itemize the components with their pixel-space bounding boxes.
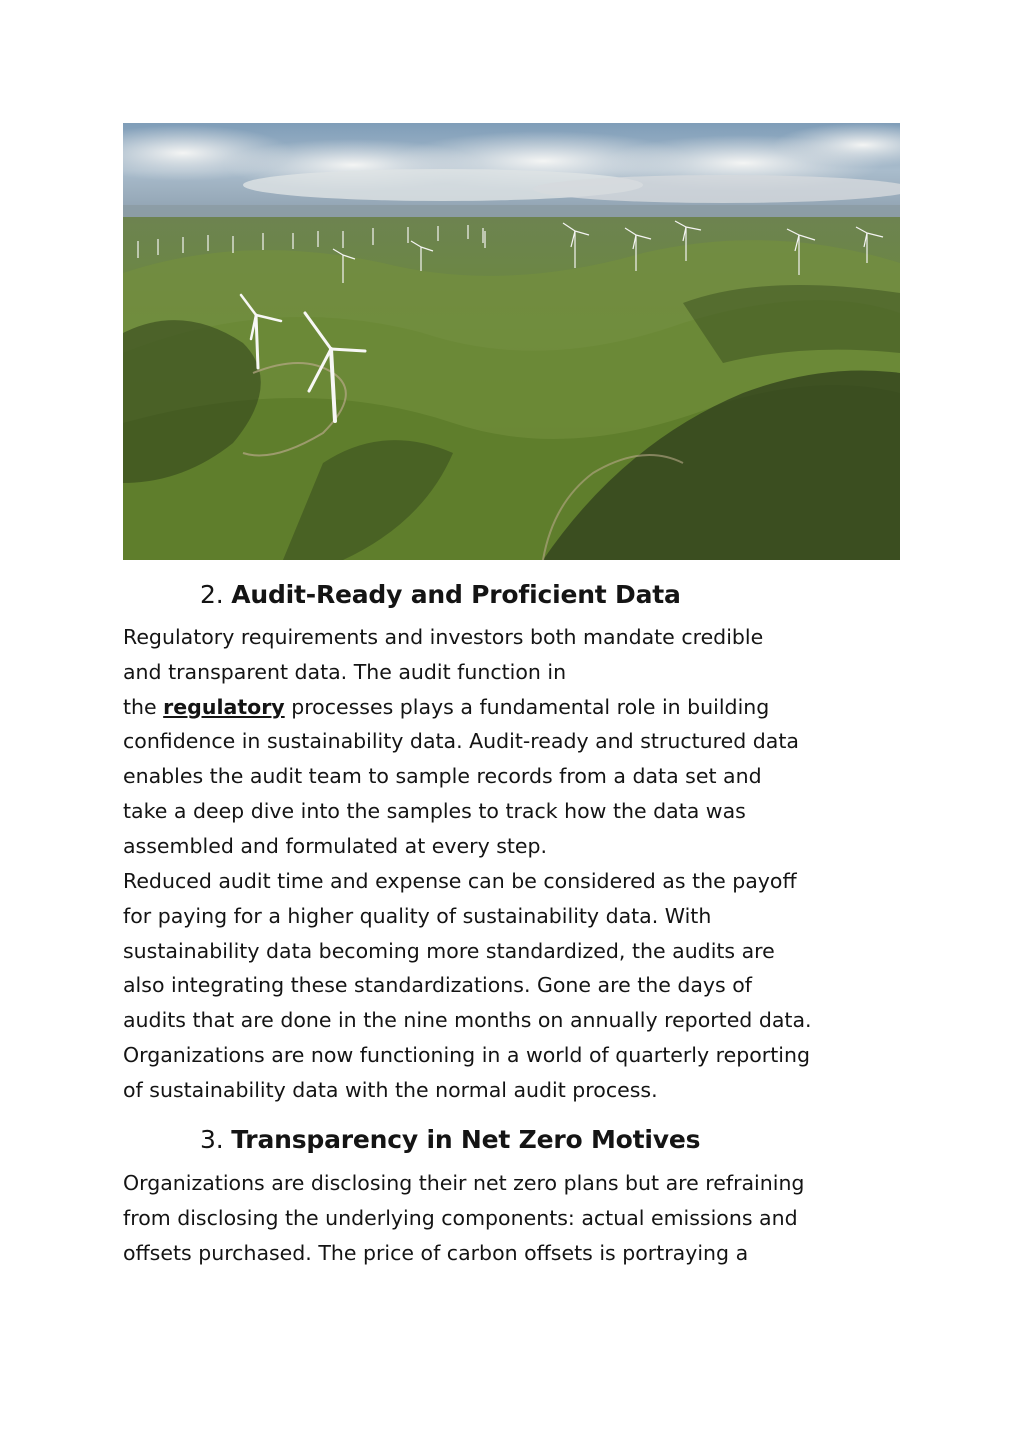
section-2-title: Audit-Ready and Proficient Data xyxy=(231,580,681,609)
section-3-paragraph-1 xyxy=(123,1166,913,1270)
text-line: also integrating these standardizations. Gone are the days of xyxy=(123,973,753,998)
wind-farm-photo xyxy=(123,123,900,560)
text-line: for paying for a higher quality of sustainability data. With xyxy=(123,903,712,928)
text-line: of sustainability data with the normal audit process. xyxy=(123,1077,658,1102)
text-line: confidence in sustainability data. Audit-ready and structured data xyxy=(123,729,799,754)
section-2-paragraph-2 xyxy=(123,864,913,1108)
text-line: Organizations are now functioning in a world of quarterly reporting xyxy=(123,1042,810,1067)
text-line: Regulatory requirements and investors both mandate credible xyxy=(123,625,764,649)
text-line: Organizations are disclosing their net zero plans but are refraining xyxy=(123,1171,805,1195)
text-line: and transparent data. The audit function in xyxy=(123,659,567,684)
text-line: offsets purchased. The price of carbon offsets is portraying a xyxy=(123,1240,749,1265)
text-line: enables the audit team to sample records from a data set and xyxy=(123,764,762,789)
text-line: audits that are done in the nine months on annually reported data. xyxy=(123,1008,812,1033)
text-line: take a deep dive into the samples to track how the data was xyxy=(123,798,746,823)
text-fragment: the xyxy=(123,694,164,719)
section-2-heading xyxy=(200,578,681,612)
text-line xyxy=(123,690,913,725)
section-3-number: 3. xyxy=(200,1125,224,1154)
regulatory-link[interactable]: regulatory xyxy=(163,694,285,719)
section-3-title: Transparency in Net Zero Motives xyxy=(231,1125,701,1154)
text-line: assembled and formulated at every step. xyxy=(123,833,548,858)
section-2-paragraph-1 xyxy=(123,620,913,864)
text-line: sustainability data becoming more standardized, the audits are xyxy=(123,938,775,963)
section-3-heading xyxy=(200,1123,700,1157)
text-fragment: processes plays a fundamental role in building xyxy=(284,694,770,719)
text-line: from disclosing the underlying components: actual emissions and xyxy=(123,1205,798,1230)
text-line: Reduced audit time and expense can be considered as the payoff xyxy=(123,869,797,893)
section-2-number: 2. xyxy=(200,580,224,609)
